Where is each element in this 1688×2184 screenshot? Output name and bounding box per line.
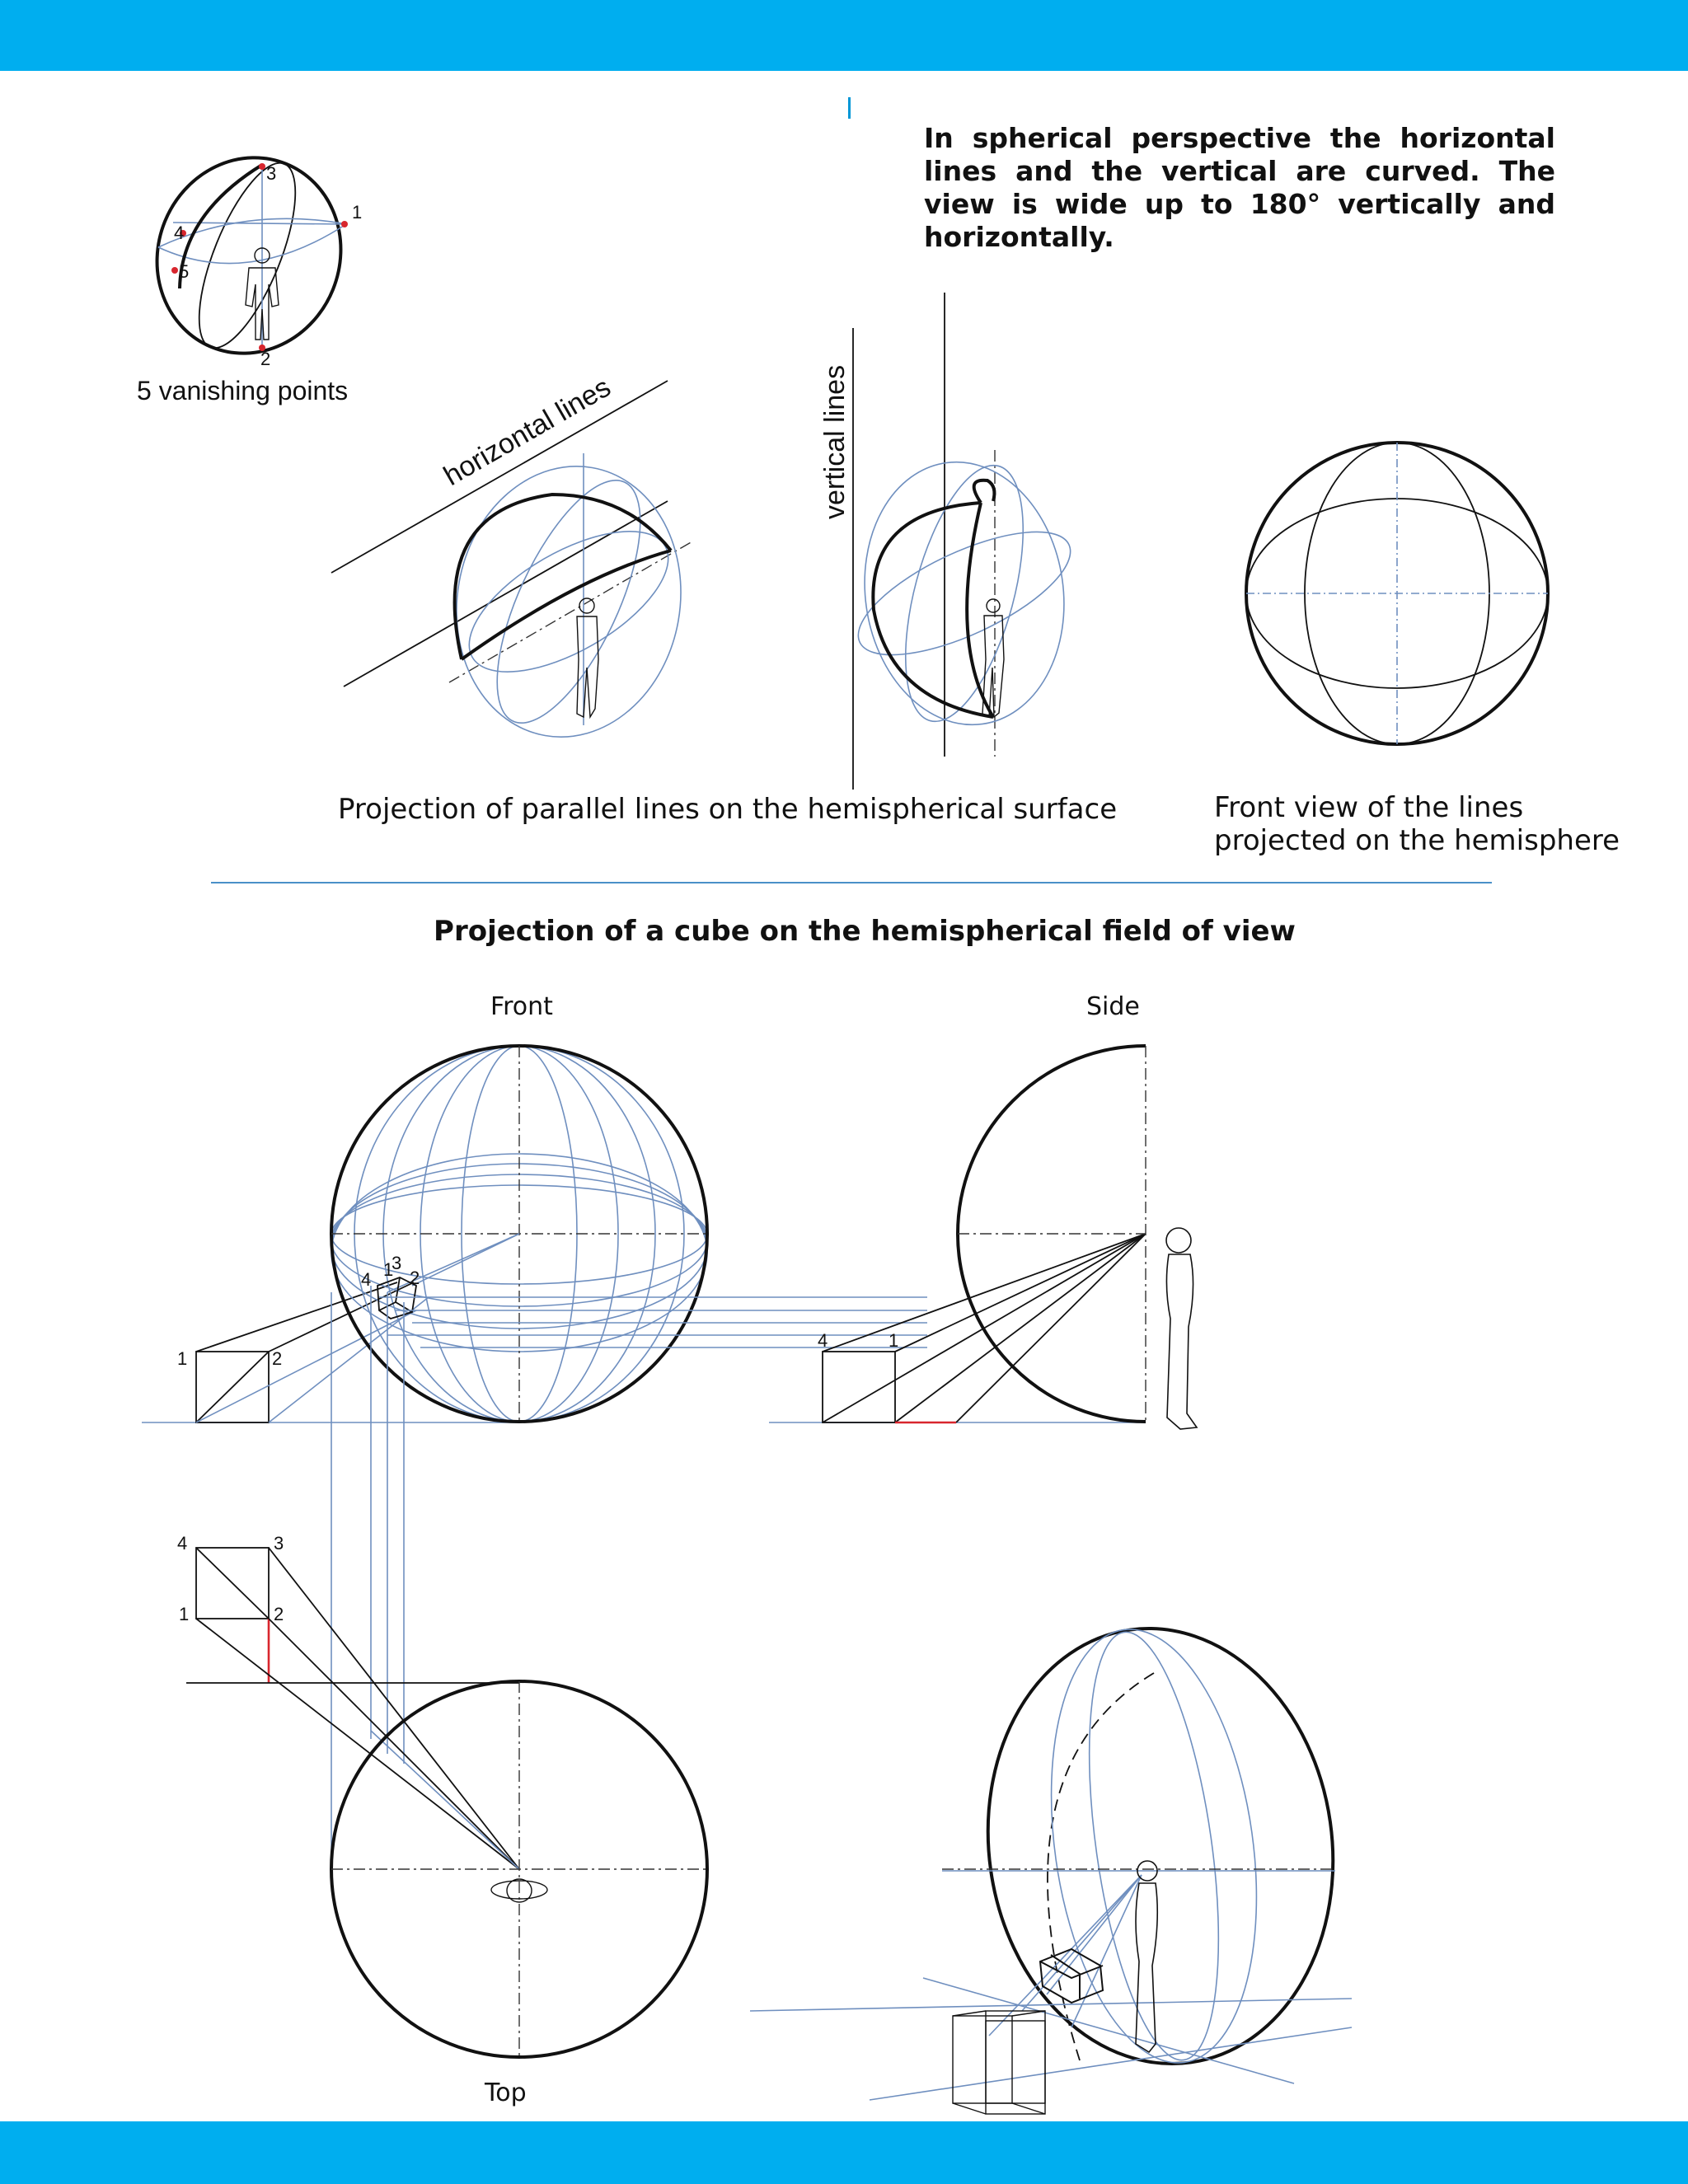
- front-cube-corner-1: 1: [177, 1348, 188, 1369]
- vp-label-3: 3: [266, 163, 277, 184]
- front-proj-corner-2: 2: [410, 1268, 420, 1288]
- side-cube-corner-4: 4: [818, 1330, 828, 1351]
- vertical-lines-diagram: [819, 293, 1086, 790]
- horizontal-lines-label: horizontal lines: [438, 371, 617, 492]
- perspective-sphere-view: [750, 1606, 1361, 2114]
- vp-label-4: 4: [174, 223, 185, 243]
- vp-label-5: 5: [179, 261, 190, 282]
- top-cube-corner-1: 1: [179, 1604, 190, 1624]
- top-cube-corner-2: 2: [274, 1604, 284, 1624]
- intro-text: In spherical perspective the horizontal lines and the vertical are curved. The view is wide up to 180° vertically and horizontally.: [924, 122, 1555, 253]
- top-cube-corner-4: 4: [177, 1533, 188, 1554]
- vp-label-2: 2: [260, 349, 271, 369]
- cube-section-title: Projection of a cube on the hemispherical field of view: [434, 915, 1296, 948]
- standing-figure-icon: [1136, 1861, 1157, 2052]
- front-view-label: Front: [490, 992, 553, 1021]
- side-hemisphere-view: [769, 1046, 1197, 1429]
- front-proj-corner-4: 4: [361, 1269, 372, 1290]
- top-view-label: Top: [485, 2079, 527, 2107]
- parallel-lines-caption: Projection of parallel lines on the hemispherical surface: [338, 793, 1118, 826]
- top-cube-corner-3: 3: [274, 1533, 284, 1554]
- front-cube-corner-2: 2: [272, 1348, 283, 1369]
- vp-label-1: 1: [352, 202, 363, 223]
- front-view-globe: [1246, 443, 1548, 744]
- vanishing-points-title: 5 vanishing points: [137, 376, 349, 405]
- standing-figure-icon: [1166, 1228, 1197, 1429]
- projected-cube: [1040, 1949, 1103, 2003]
- vertical-lines-label: vertical lines: [819, 364, 851, 519]
- vanishing-points-sphere: [128, 130, 370, 382]
- side-cube-corner-1: 1: [889, 1330, 899, 1351]
- ground-cube: [953, 2011, 1045, 2114]
- side-view-label: Side: [1086, 992, 1140, 1021]
- horizontal-lines-diagram: [331, 372, 702, 755]
- front-proj-corner-3: 3: [392, 1253, 402, 1273]
- top-hemisphere-view: [177, 1533, 707, 2057]
- bottom-color-band: [0, 2121, 1688, 2184]
- front-proj-corner-1: 1: [383, 1259, 394, 1280]
- front-hemisphere-view: [142, 1046, 927, 1869]
- front-view-caption: Front view of the lines projected on the hemisphere: [1214, 791, 1620, 857]
